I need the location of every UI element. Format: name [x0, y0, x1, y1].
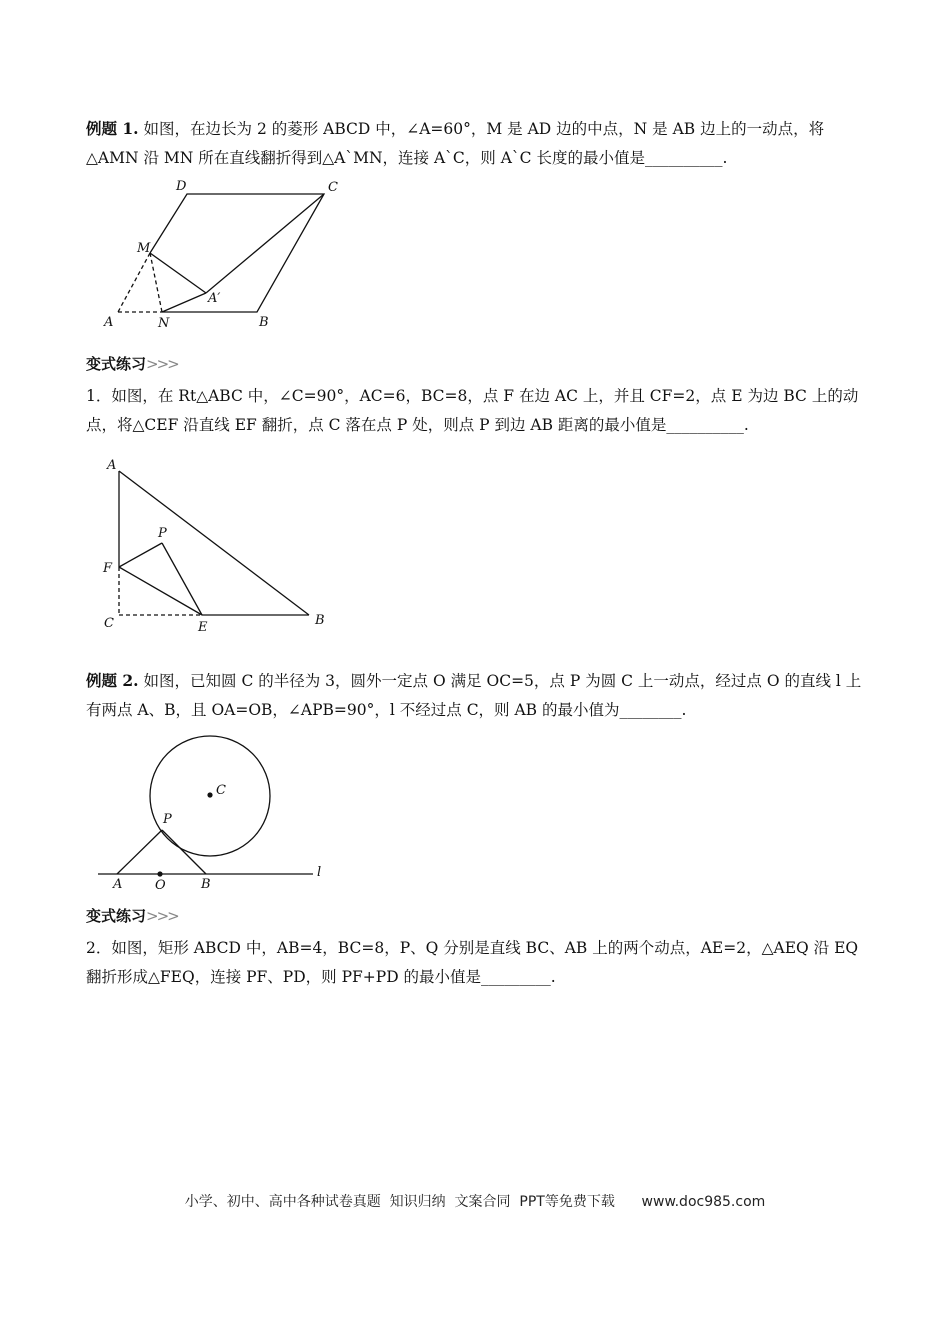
circle-figure: [98, 736, 313, 874]
label-p3: P: [163, 812, 172, 827]
footer-text: 小学、初中、高中各种试卷真题 知识归纳 文案合同 PPT等免费下载 www.doc985.com: [184, 1194, 766, 1210]
variant-heading-1: [86, 353, 178, 374]
segment-na1: [162, 293, 206, 312]
rhombus-solid-edges: [150, 194, 324, 312]
center-point-c: [207, 792, 212, 797]
label-n: N: [158, 316, 170, 331]
variant-heading-2: [86, 905, 178, 926]
label-e: E: [198, 620, 208, 635]
label-c3: C: [216, 783, 226, 798]
segment-am-dashed: [118, 253, 150, 312]
label-c2: C: [104, 616, 114, 631]
example-2-problem: [86, 666, 876, 725]
point-o: [157, 871, 162, 876]
segment-mn-dashed: [150, 253, 162, 312]
label-b: B: [259, 315, 269, 330]
variant-heading-2-text: 变式练习: [86, 907, 147, 925]
chevron-icon: >>>: [146, 907, 178, 925]
label-c: C: [328, 180, 338, 195]
label-b2: B: [315, 613, 325, 628]
example-2-text: 如图，已知圆 C 的半径为 3，圆外一定点 O 满足 OC=5，点 P 为圆 C 上一动点，经过点 O 的直线 l 上有两点 A、B，且 OA=OB，∠APB=90°，l 不经过点 C，则 AB 的最小值为________.: [86, 672, 862, 719]
label-b3: B: [201, 877, 211, 892]
segment-pa: [117, 830, 162, 874]
example-1-text: 如图，在边长为 2 的菱形 ABCD 中，∠A=60°，M 是 AD 边的中点，N 是 AB 边上的一动点，将△AMN 沿 MN 所在直线翻折得到△A`MN，连接 A`C，则 A`C 长度的最小值是__________.: [86, 120, 825, 167]
label-d: D: [176, 179, 187, 194]
segment-ab: [119, 471, 309, 615]
segment-pe: [162, 543, 202, 615]
label-m: M: [137, 241, 151, 256]
segment-a1c: [206, 194, 324, 293]
label-a3: A: [113, 877, 123, 892]
segment-ma1: [150, 253, 206, 293]
variant-2-problem: 2．如图，矩形 ABCD 中，AB=4，BC=8，P、Q 分别是直线 BC、AB 上的两个动点，AE=2，△AEQ 沿 EQ 翻折形成△FEQ，连接 PF、PD，则 PF+PD 的最小值是_________.: [86, 939, 859, 986]
chevron-icon: >>>: [146, 355, 178, 373]
label-o: O: [155, 878, 166, 893]
label-l: l: [317, 865, 322, 880]
variant-1-problem: 1．如图，在 Rt△ABC 中，∠C=90°，AC=6，BC=8，点 F 在边 AC 上，并且 CF=2，点 E 为边 BC 上的动点，将△CEF 沿直线 EF 翻折，点 C 落在点 P 处，则点 P 到边 AB 距离的最小值是__________.: [86, 387, 859, 434]
label-a2: A: [107, 458, 117, 473]
variant-heading-1-text: 变式练习: [86, 355, 147, 373]
right-triangle-figure: [119, 471, 309, 615]
label-f: F: [103, 561, 113, 576]
label-a-prime: A′: [208, 291, 221, 306]
example-2-lead: 例题 2.: [86, 671, 139, 690]
label-a: A: [104, 315, 114, 330]
segment-pb: [162, 830, 206, 874]
label-p: P: [158, 526, 167, 541]
segment-fe: [119, 567, 202, 615]
segment-fp: [119, 543, 162, 567]
example-1-lead: 例题 1.: [86, 119, 139, 138]
